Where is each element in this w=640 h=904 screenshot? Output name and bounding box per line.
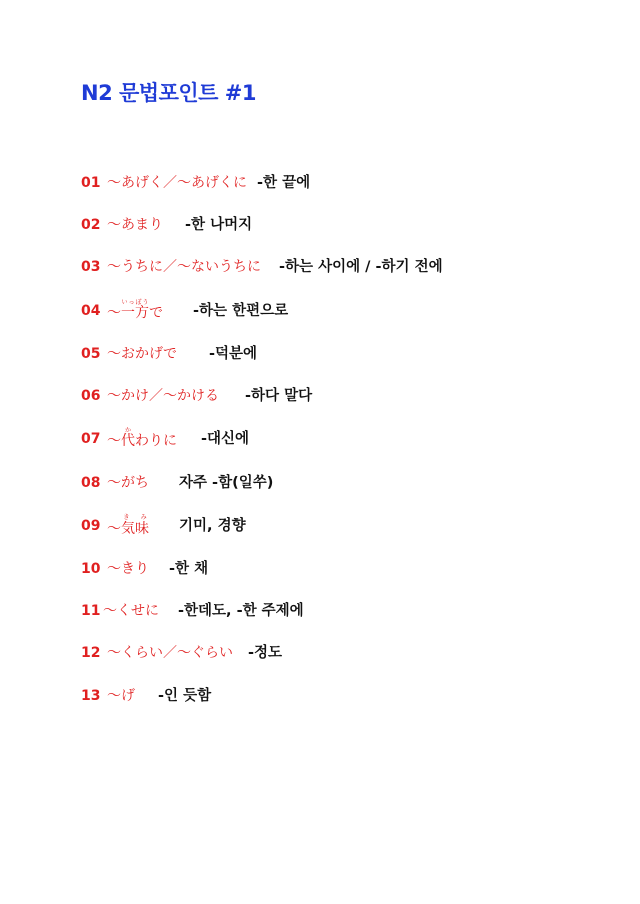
japanese-pattern — [107, 427, 177, 453]
furigana-ruby — [121, 427, 135, 449]
item-number: 11 — [81, 603, 101, 619]
japanese-prefix: ～ — [107, 433, 121, 449]
list-item — [81, 557, 209, 581]
item-number: 01 — [81, 175, 101, 191]
kanji-base: 気味 — [121, 521, 149, 537]
item-number: 04 — [81, 303, 101, 319]
japanese-pattern — [107, 514, 149, 541]
japanese-pattern: ～くらい／～ぐらい — [107, 645, 233, 661]
japanese-prefix: ～ — [107, 521, 121, 537]
furigana-reading: き み — [121, 514, 149, 521]
korean-meaning: -하는 사이에 / -하기 전에 — [279, 259, 443, 275]
furigana-ruby — [121, 299, 149, 321]
japanese-pattern: ～おかげで — [107, 346, 177, 362]
korean-meaning: -한 채 — [169, 561, 209, 577]
japanese-pattern: ～げ — [107, 688, 135, 704]
item-number: 02 — [81, 217, 101, 233]
item-number: 10 — [81, 561, 101, 577]
korean-meaning: -하다 말다 — [245, 388, 313, 404]
japanese-pattern: ～あまり — [107, 217, 163, 233]
item-number: 06 — [81, 388, 101, 404]
korean-meaning: -덕분에 — [209, 346, 258, 362]
list-item — [81, 427, 250, 451]
furigana-reading: か — [121, 427, 135, 434]
item-number: 05 — [81, 346, 101, 362]
korean-meaning: -정도 — [248, 645, 283, 661]
item-number: 09 — [81, 518, 101, 534]
korean-meaning: -하는 한편으로 — [193, 303, 289, 319]
list-item — [81, 213, 253, 237]
list-item — [81, 599, 304, 623]
furigana-reading: いっぽう — [121, 299, 149, 306]
japanese-suffix: で — [149, 305, 163, 321]
item-number: 08 — [81, 475, 101, 491]
japanese-pattern — [107, 299, 163, 325]
japanese-pattern: ～きり — [107, 561, 149, 577]
japanese-pattern: ～あげく／～あげくに — [107, 175, 247, 191]
japanese-pattern: ～くせに — [103, 603, 159, 619]
korean-meaning: -한데도, -한 주제에 — [178, 603, 304, 619]
furigana-ruby — [121, 514, 149, 537]
list-item — [81, 255, 443, 279]
list-item — [81, 641, 283, 665]
japanese-pattern: ～うちに／～ないうちに — [107, 259, 261, 275]
korean-meaning: -한 끝에 — [257, 175, 311, 191]
kanji-base: 代 — [121, 433, 135, 449]
japanese-pattern: ～かけ／～かける — [107, 388, 219, 404]
korean-meaning: 기미, 경향 — [179, 518, 246, 534]
page-title: N2 문법포인트 #1 — [81, 81, 256, 105]
japanese-prefix: ～ — [107, 305, 121, 321]
list-item — [81, 684, 212, 708]
korean-meaning: -한 나머지 — [185, 217, 253, 233]
list-item — [81, 384, 313, 408]
kanji-base: 一方 — [121, 305, 149, 321]
list-item — [81, 342, 258, 366]
item-number: 07 — [81, 431, 101, 447]
korean-meaning: -대신에 — [201, 431, 250, 447]
list-item — [81, 514, 246, 538]
japanese-suffix: わりに — [135, 433, 177, 449]
item-number: 12 — [81, 645, 101, 661]
list-item — [81, 299, 289, 323]
list-item — [81, 471, 274, 495]
list-item — [81, 171, 311, 195]
japanese-pattern: ～がち — [107, 475, 149, 491]
korean-meaning: 자주 -함(일쑤) — [179, 475, 274, 491]
item-number: 13 — [81, 688, 101, 704]
korean-meaning: -인 듯함 — [158, 688, 212, 704]
item-number: 03 — [81, 259, 101, 275]
